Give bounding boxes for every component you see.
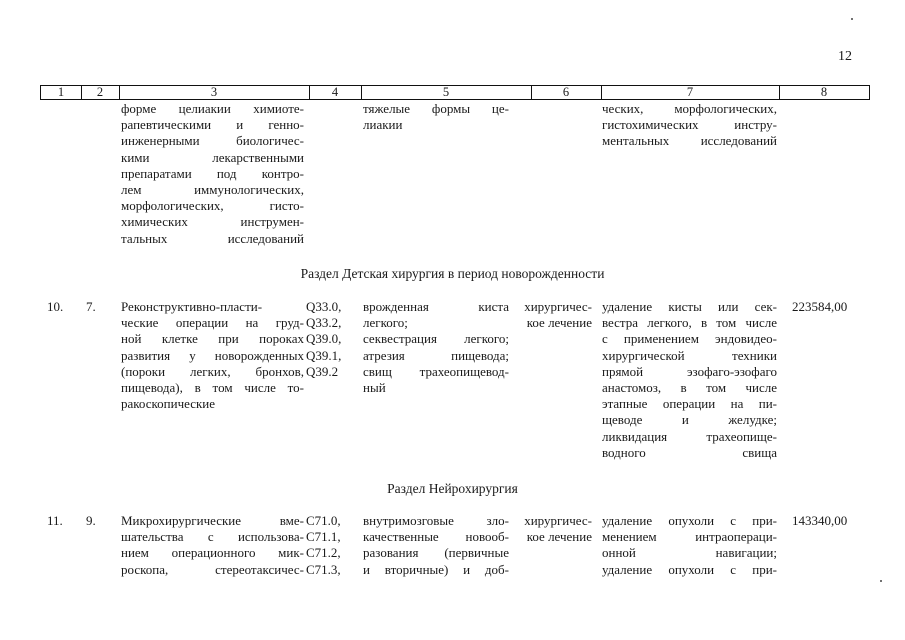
column-number-header	[40, 85, 870, 100]
row-11-col3: Микрохирургические вме- шательства с использова- нием операционного мик- роскопа, стереотаксичес-	[121, 513, 304, 577]
row-11-col6: хирургичес- кое лечение	[524, 513, 592, 545]
continuation-col3: форме целиакии химиоте- рапевтическими и генно- инженерными биологичес- кими лекарственными препаратами под контро- лем иммунологических, морфологических, гисто- химических инструмен- тальных исследований	[121, 101, 304, 246]
row-11-col1: 11.	[47, 513, 63, 528]
row-11-col5: внутримозговые зло- качественные новооб- разования (первичные и вторичные) и доб-	[363, 513, 509, 577]
row-11-col8-price: 143340,00	[792, 513, 848, 528]
scan-speck	[851, 18, 853, 20]
row-10-col5: врожденная киста легкого; секвестрация легкого; атрезия пищевода; свищ трахеопищевод- ный	[363, 299, 509, 396]
header-col-6: 6	[531, 86, 602, 99]
scan-speck	[880, 580, 882, 582]
continuation-col5: тяжелые формы це- лиакии	[363, 101, 509, 133]
row-10-col8-price: 223584,00	[792, 299, 848, 314]
row-10-col7: удаление кисты или сек- вестра легкого, в том числе с применением эндовидео- хирургической техники прямой эзофаго-эзофаго анастомоз, в том числе этапные операции на пи- щеводе и желудке; ликвидация трахеопище- водного свища	[602, 299, 777, 460]
section-heading-pediatric-surgery: Раздел Детская хирургия в период новорожденности	[300, 266, 605, 281]
header-col-5: 5	[361, 86, 532, 99]
continuation-col7: ческих, морфологических, гистохимических инстру- ментальных исследований	[602, 101, 777, 149]
row-10-col2: 7.	[86, 299, 96, 314]
row-11-col2: 9.	[86, 513, 96, 528]
header-col-8: 8	[820, 85, 828, 99]
page-number: 12	[838, 49, 852, 64]
header-col-1: 1	[41, 86, 82, 99]
row-11-col7: удаление опухоли с при- менением интраопераци- онной навигации; удаление опухоли с при-	[602, 513, 777, 577]
section-heading-neurosurgery: Раздел Нейрохирургия	[387, 481, 518, 496]
header-col-3: 3	[119, 86, 310, 99]
header-col-2: 2	[81, 86, 120, 99]
row-10-col6: хирургичес- кое лечение	[524, 299, 592, 331]
row-10-col3: Реконструктивно-пласти- ческие операции на груд- ной клетке при пороках развития у новорожденных (пороки легких, бронхов, пищевода), в том числе то- ракоскопические	[121, 299, 304, 412]
row-10-col1: 10.	[47, 299, 64, 314]
header-col-4: 4	[309, 86, 362, 99]
header-col-7: 7	[601, 86, 780, 99]
row-10-col4-codes: Q33.0, Q33.2, Q39.0, Q39.1, Q39.2	[306, 299, 342, 379]
row-11-col4-codes: C71.0, C71.1, C71.2, C71.3,	[306, 513, 341, 577]
